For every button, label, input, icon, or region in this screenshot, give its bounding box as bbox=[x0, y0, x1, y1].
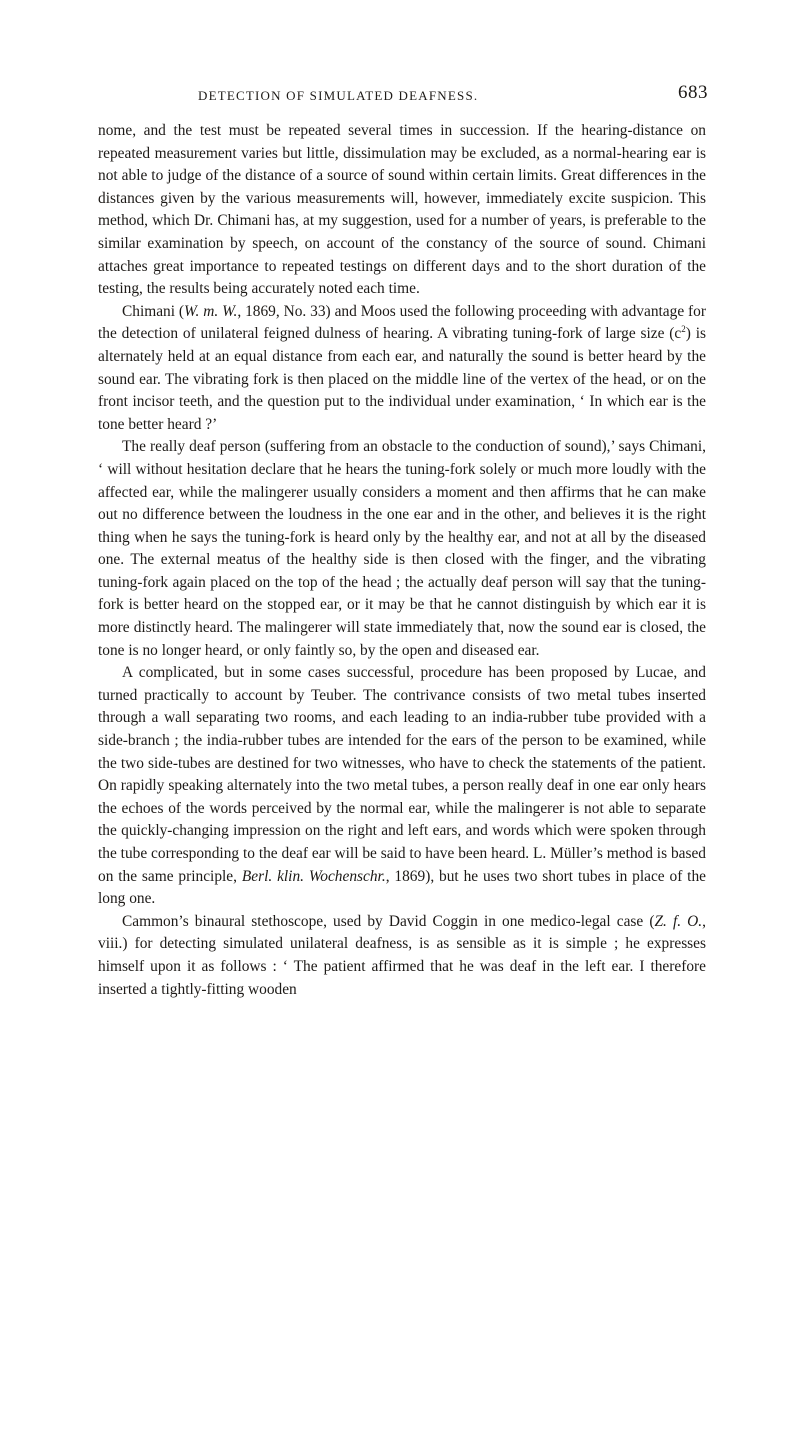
paragraph bbox=[98, 436, 706, 662]
italic-citation: W. m. W. bbox=[184, 302, 238, 320]
paragraph bbox=[98, 911, 706, 1001]
superscript: 2 bbox=[681, 324, 686, 335]
text-run: , viii.) for detecting simulated unilateral deafness, is as sensible as it is simple ; he expresses himself upon it as follows : ‘ The patient affirmed that he was deaf in the left ear. I therefore inserted a tightly-fitting wooden bbox=[98, 912, 706, 998]
text-run: ) is alternately held at an equal distance from each ear, and naturally the sound is better heard by the sound ear. The vibrating fork is then placed on the middle line of the vertex of the head, or on the front incisor teeth, and the question put to the individual under examination, ‘ In which ear is the tone better heard ?’ bbox=[98, 325, 706, 433]
italic-citation: Z. f. O. bbox=[654, 912, 703, 930]
paragraph bbox=[98, 301, 706, 437]
paragraph bbox=[98, 662, 706, 911]
text-run: Cammon’s binaural stethoscope, used by David Coggin in one medico-legal case ( bbox=[122, 912, 655, 930]
running-head-title: DETECTION OF SIMULATED DEAFNESS. bbox=[198, 88, 479, 103]
text-run: The really deaf person (suffering from an obstacle to the conduction of sound),’ says Chimani, ‘ will without hesitation declare that he hears the tuning-fork solely or much more loudly with the affected ear, while the malingerer usually considers a moment and then affirms that he can make out no difference between the loudness in the one ear and in the other, and believes it is the right thing when he says the tuning-fork is heard only by the healthy ear, and not at all by the diseased one. The external meatus of the healthy side is then closed with the finger, and the vibrating tuning-fork again placed on the top of the head ; the actually deaf person will say that the tuning-fork is better heard on the stopped ear, or it may be that he cannot distinguish by which ear it is more distinctly heard. The malingerer will state immediately that, now the sound ear is closed, the tone is no longer heard, or only faintly so, by the open and diseased ear. bbox=[98, 438, 706, 659]
book-page bbox=[98, 82, 706, 1001]
italic-citation: Berl. klin. Wochenschr. bbox=[241, 867, 386, 885]
text-run: , 1869, No. 33) and Moos used the following proceeding with advantage for the detection of unilateral feigned dulness of hearing. A vibrating tuning-fork of large size (c bbox=[98, 302, 706, 343]
body-text bbox=[98, 120, 706, 1001]
text-run: nome, and the test must be repeated several times in succession. If the hearing-distance on repeated measurement varies but little, dissimulation may be excluded, as a normal-hearing ear is not able to judge of the distance of a source of sound within certain limits. Great differences in the distances given by the various measurements will, however, immediately excite suspicion. This method, which Dr. Chimani has, at my suggestion, used for a number of years, is preferable to the similar examination by speech, on account of the constancy of the source of sound. Chimani attaches great importance to repeated testings on different days and to the short duration of the testing, the results being accurately noted each time. bbox=[98, 122, 706, 298]
text-run: Chimani ( bbox=[122, 302, 185, 320]
paragraph bbox=[98, 120, 706, 301]
text-run: , 1869), but he uses two short tubes in place of the long one. bbox=[98, 867, 706, 908]
page-number: 683 bbox=[678, 82, 708, 103]
running-head bbox=[98, 82, 706, 112]
text-run: A complicated, but in some cases successful, procedure has been proposed by Lucae, and turned practically to account by Teuber. The contrivance consists of two metal tubes inserted through a wall separating two rooms, and each leading to an india-rubber tube provided with a side-branch ; the india-rubber tubes are intended for the ears of the person to be examined, while the two side-tubes are destined for two witnesses, who have to check the statements of the patient. On rapidly speaking alternately into the two metal tubes, a person really deaf in one ear only hears the echoes of the words perceived by the normal ear, while the malingerer is not able to separate the quickly-changing impression on the right and left ears, and words which were spoken through the tube corresponding to the deaf ear will be said to have been heard. L. Müller’s method is based on the same principle, bbox=[98, 664, 706, 885]
